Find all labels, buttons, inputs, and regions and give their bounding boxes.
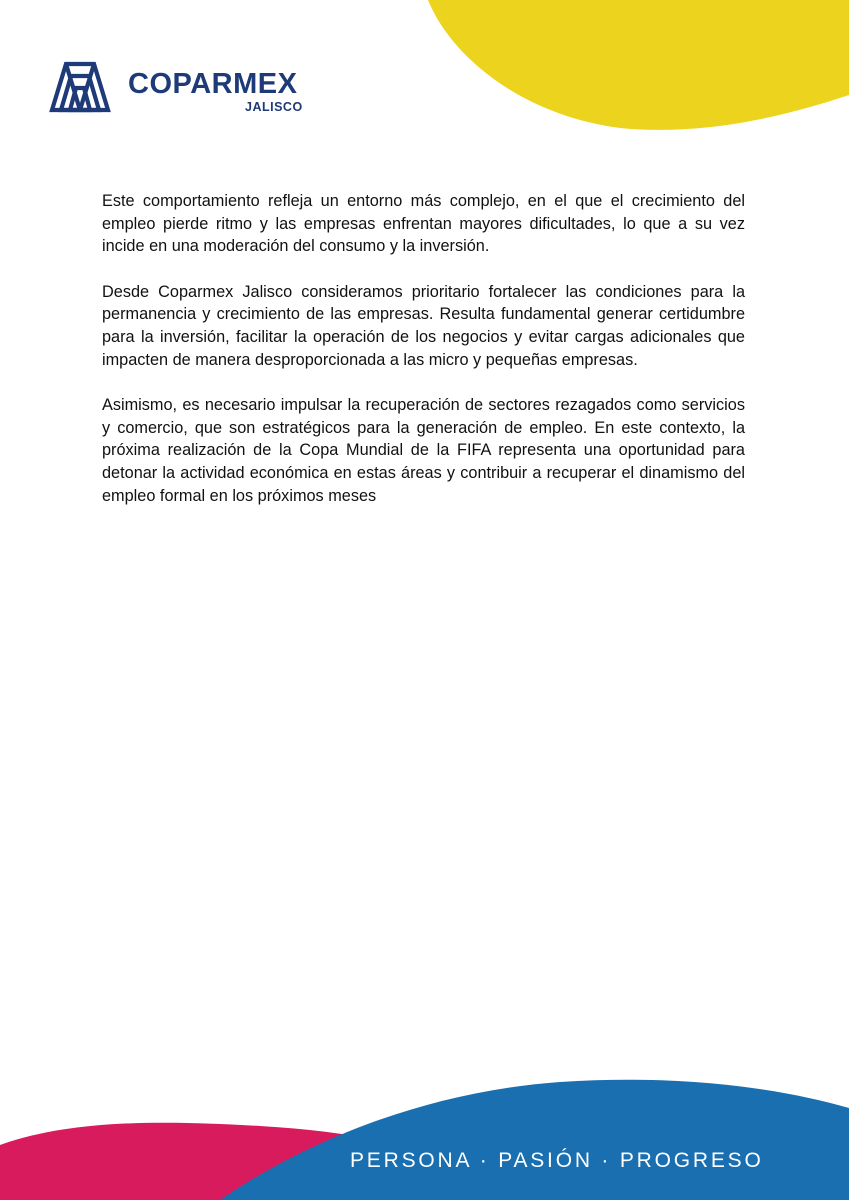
footer-wave xyxy=(0,1070,849,1200)
document-body xyxy=(102,190,745,530)
paragraph-3: Asimismo, es necesario impulsar la recuperación de sectores rezagados como servicios y comercio, que son estratégicos para la generación de empleo. En este contexto, la próxima realización de la Copa Mundial de la FIFA representa una oportunidad para detonar la actividad económica en estas áreas y contribuir a recuperar el dinamismo del empleo formal en los próximos meses xyxy=(102,396,745,505)
yellow-wave-shape xyxy=(428,0,849,130)
paragraph-2: Desde Coparmex Jalisco consideramos prioritario fortalecer las condiciones para la permanencia y crecimiento de las empresas. Resulta fundamental generar certidumbre para la inversión, facilitar la operación de los negocios y evitar cargas adicionales que impacten de manera desproporcionada a las micro y pequeñas empresas. xyxy=(102,282,745,369)
brand-name: COPARMEX xyxy=(128,68,298,100)
paragraph-1: Este comportamiento refleja un entorno más complejo, en el que el crecimiento del empleo pierde ritmo y las empresas enfrentan mayores dificultades, lo que a su vez incide en una moderación del consumo y la inversión. xyxy=(102,192,745,256)
coparmex-mark-icon xyxy=(49,60,111,114)
brand-subname: JALISCO xyxy=(245,100,303,114)
coparmex-logo xyxy=(49,60,309,116)
footer-slogan: PERSONA · PASIÓN · PROGRESO xyxy=(350,1149,764,1172)
